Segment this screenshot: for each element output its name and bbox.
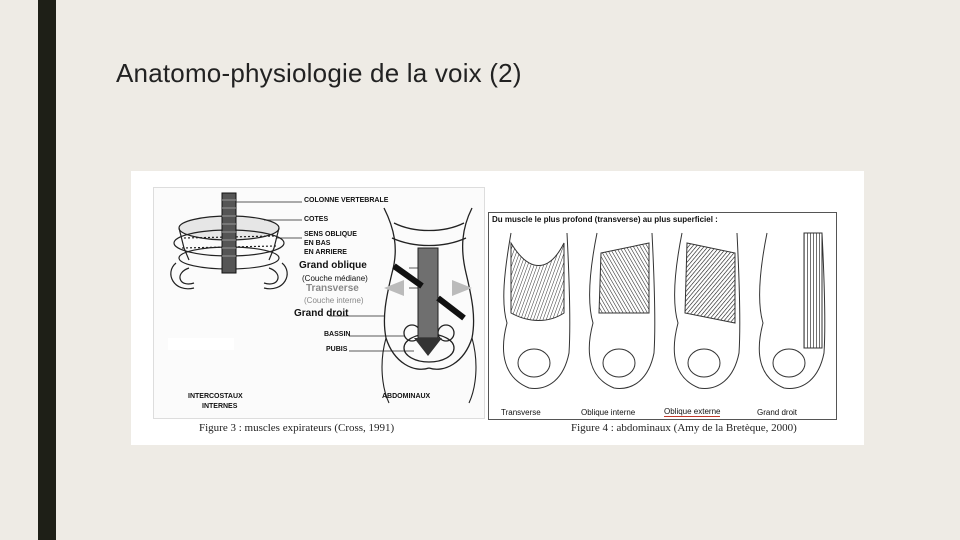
label-cotes: COTES — [304, 216, 329, 223]
label-grand-droit: Grand droit — [294, 308, 349, 319]
torso-panel-transverse — [503, 233, 569, 388]
figure4-drawing — [489, 213, 836, 419]
grand-droit-band — [418, 248, 438, 338]
label-abdominaux: ABDOMINAUX — [382, 393, 431, 400]
panel-label-oblique-externe: Oblique externe — [664, 407, 721, 416]
label-grand-oblique: Grand oblique — [299, 260, 367, 271]
figure-panel — [131, 171, 864, 445]
figure3-caption: Figure 3 : muscles expirateurs (Cross, 1991) — [199, 422, 395, 434]
label-pubis: PUBIS — [326, 346, 348, 353]
label-colonne: COLONNE VERTEBRALE — [304, 197, 389, 204]
label-transverse: Transverse — [306, 283, 359, 294]
left-accent-bar — [38, 0, 56, 540]
panel-label-transverse: Transverse — [501, 408, 541, 417]
figure4-illustration — [488, 212, 837, 420]
grand-droit-arrow — [414, 338, 442, 356]
label-en-arriere: EN ARRIERE — [304, 249, 347, 256]
torso-panel-grand-droit — [759, 233, 825, 388]
spine-drawing — [222, 193, 236, 273]
figure3-illustration — [153, 187, 485, 419]
torso-panel-oblique-externe — [674, 233, 740, 388]
label-intercostaux: INTERCOSTAUX — [188, 393, 243, 400]
label-couche-interne: (Couche interne) — [304, 296, 364, 305]
figure4-caption: Figure 4 : abdominaux (Amy de la Bretèque, 2000) — [571, 422, 797, 434]
label-internes: INTERNES — [202, 403, 238, 410]
panel-label-oblique-interne: Oblique interne — [581, 408, 636, 417]
panel-label-grand-droit: Grand droit — [757, 408, 798, 417]
label-couche-mediane: (Couche médiane) — [302, 274, 368, 283]
label-sens-oblique: SENS OBLIQUE — [304, 231, 357, 238]
label-bassin: BASSIN — [324, 331, 351, 338]
figure4-header: Du muscle le plus profond (transverse) au plus superficiel : — [492, 215, 718, 224]
torso-panel-oblique-interne — [589, 233, 655, 388]
redaction-block — [168, 338, 234, 350]
label-en-bas: EN BAS — [304, 240, 331, 247]
slide-title: Anatomo-physiologie de la voix (2) — [116, 58, 522, 88]
